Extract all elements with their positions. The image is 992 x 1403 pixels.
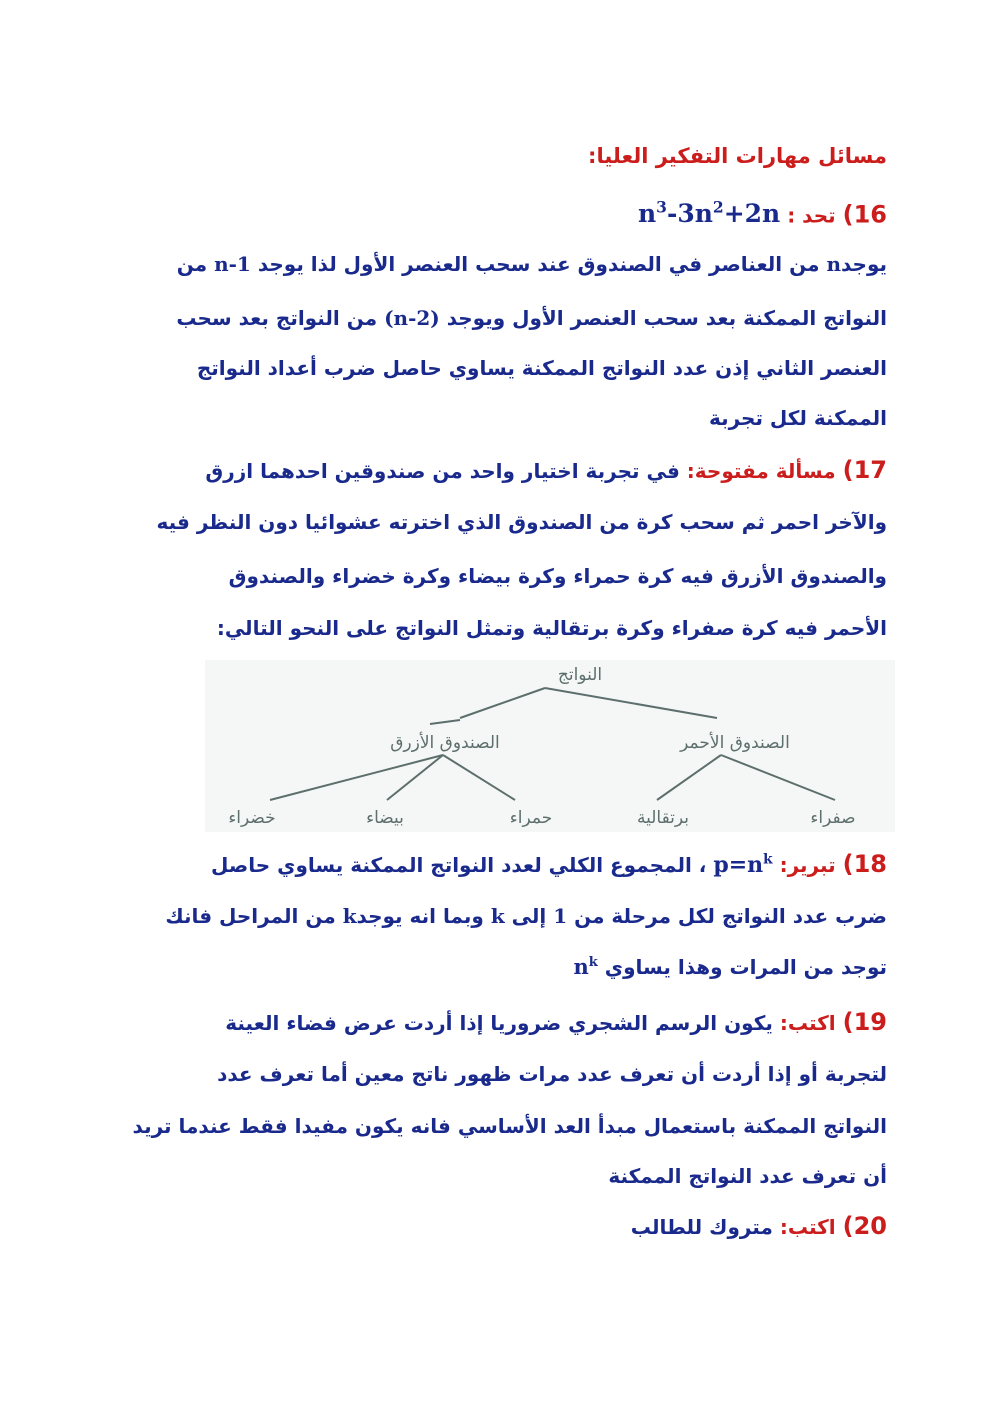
q18-line-2: ضرب عدد النواتج لكل مرحلة من 1 إلى k وبما انه يوجدk من المراحل فانك (165, 904, 887, 928)
q18-label: تبرير: (779, 853, 836, 877)
tree-blue-box-label: الصندوق الأزرق (390, 733, 500, 753)
q18-formula: $p=n^k$ (713, 851, 773, 878)
q19-label: اكتب: (779, 1011, 836, 1035)
tree-root-label: النواتج (557, 665, 603, 685)
q18-line-1: 18) تبرير: $p=n^k$ ، المجموع الكلي لعدد النواتج الممكنة يساوي حاصل (211, 850, 887, 878)
branch-red-orange (657, 755, 721, 800)
branch-blue-red (443, 755, 515, 800)
tree-leaf-white: بيضاء (366, 808, 404, 828)
branch-red-yellow (721, 755, 835, 800)
q16-number: 16) (842, 200, 887, 229)
q17-line-3: والصندوق الأزرق فيه كرة حمراء وكرة بيضاء وكرة خضراء والصندوق (228, 564, 887, 588)
branch-root-blue-ext (430, 720, 460, 724)
q19-line-2: لتجربة أو إذا أردت أن تعرف عدد مرات ظهور ناتج معين أما تعرف عدد (217, 1062, 887, 1086)
q16-line-2: النواتج الممكنة بعد سحب العنصر الأول ويوجد (n-2) من النواتج بعد سحب (176, 306, 887, 330)
q19-line-4: أن تعرف عدد النواتج الممكنة (608, 1164, 887, 1188)
q17-number: 17) (842, 456, 887, 484)
q16-label: تحد : (787, 203, 836, 228)
q20-line: 20) اكتب: متروك للطالب (630, 1212, 887, 1240)
tree-red-box-label: الصندوق الأحمر (680, 733, 790, 753)
q16-expression: $n^3-3n^2+2n$ (637, 198, 781, 229)
tree-leaf-green: خضراء (228, 808, 276, 828)
q19-line-1: 19) اكتب: يكون الرسم الشجري ضروريا إذا أردت عرض فضاء العينة (225, 1008, 887, 1036)
q16-line-3: العنصر الثاني إذن عدد النواتج الممكنة يساوي حاصل ضرب أعداد النواتج (196, 356, 887, 380)
q17-label: مسألة مفتوحة: (686, 459, 836, 483)
q18-number: 18) (842, 850, 887, 878)
tree-diagram (205, 660, 895, 832)
tree-diagram-svg (205, 660, 895, 832)
q20-label: اكتب: (779, 1215, 836, 1239)
q18-line-3: توجد من المرات وهذا يساوي $n^k$ (573, 954, 887, 979)
q16-header (638, 198, 887, 228)
tree-leaf-orange: برتقالية (636, 808, 690, 828)
q17-line-4: الأحمر فيه كرة صفراء وكرة برتقالية وتمثل النواتج على النحو التالي: (216, 616, 887, 640)
section-heading: مسائل مهارات التفكير العليا: (588, 144, 887, 168)
q19-line-3: النواتج الممكنة باستعمال مبدأ العد الأساسي فانه يكون مفيدا فقط عندما تريد (132, 1114, 887, 1138)
q17-line-1: 17) مسألة مفتوحة: في تجربة اختيار واحد من صندوقين احدهما ازرق (205, 456, 887, 484)
branch-blue-green (270, 755, 443, 800)
q20-number: 20) (842, 1212, 887, 1240)
branch-root-red (545, 688, 717, 718)
q16-line-1: يوجدn من العناصر في الصندوق عند سحب العنصر الأول لذا يوجد n-1 من (176, 252, 887, 276)
q16-line-4: الممكنة لكل تجربة (708, 406, 887, 430)
q17-line-2: والآخر احمر ثم سحب كرة من الصندوق الذي اخترته عشوائيا دون النظر فيه (156, 510, 887, 534)
tree-leaf-red: حمراء (509, 808, 553, 828)
branch-root-blue (460, 688, 545, 718)
q19-number: 19) (842, 1008, 887, 1036)
tree-leaf-yellow: صفراء (810, 808, 856, 828)
